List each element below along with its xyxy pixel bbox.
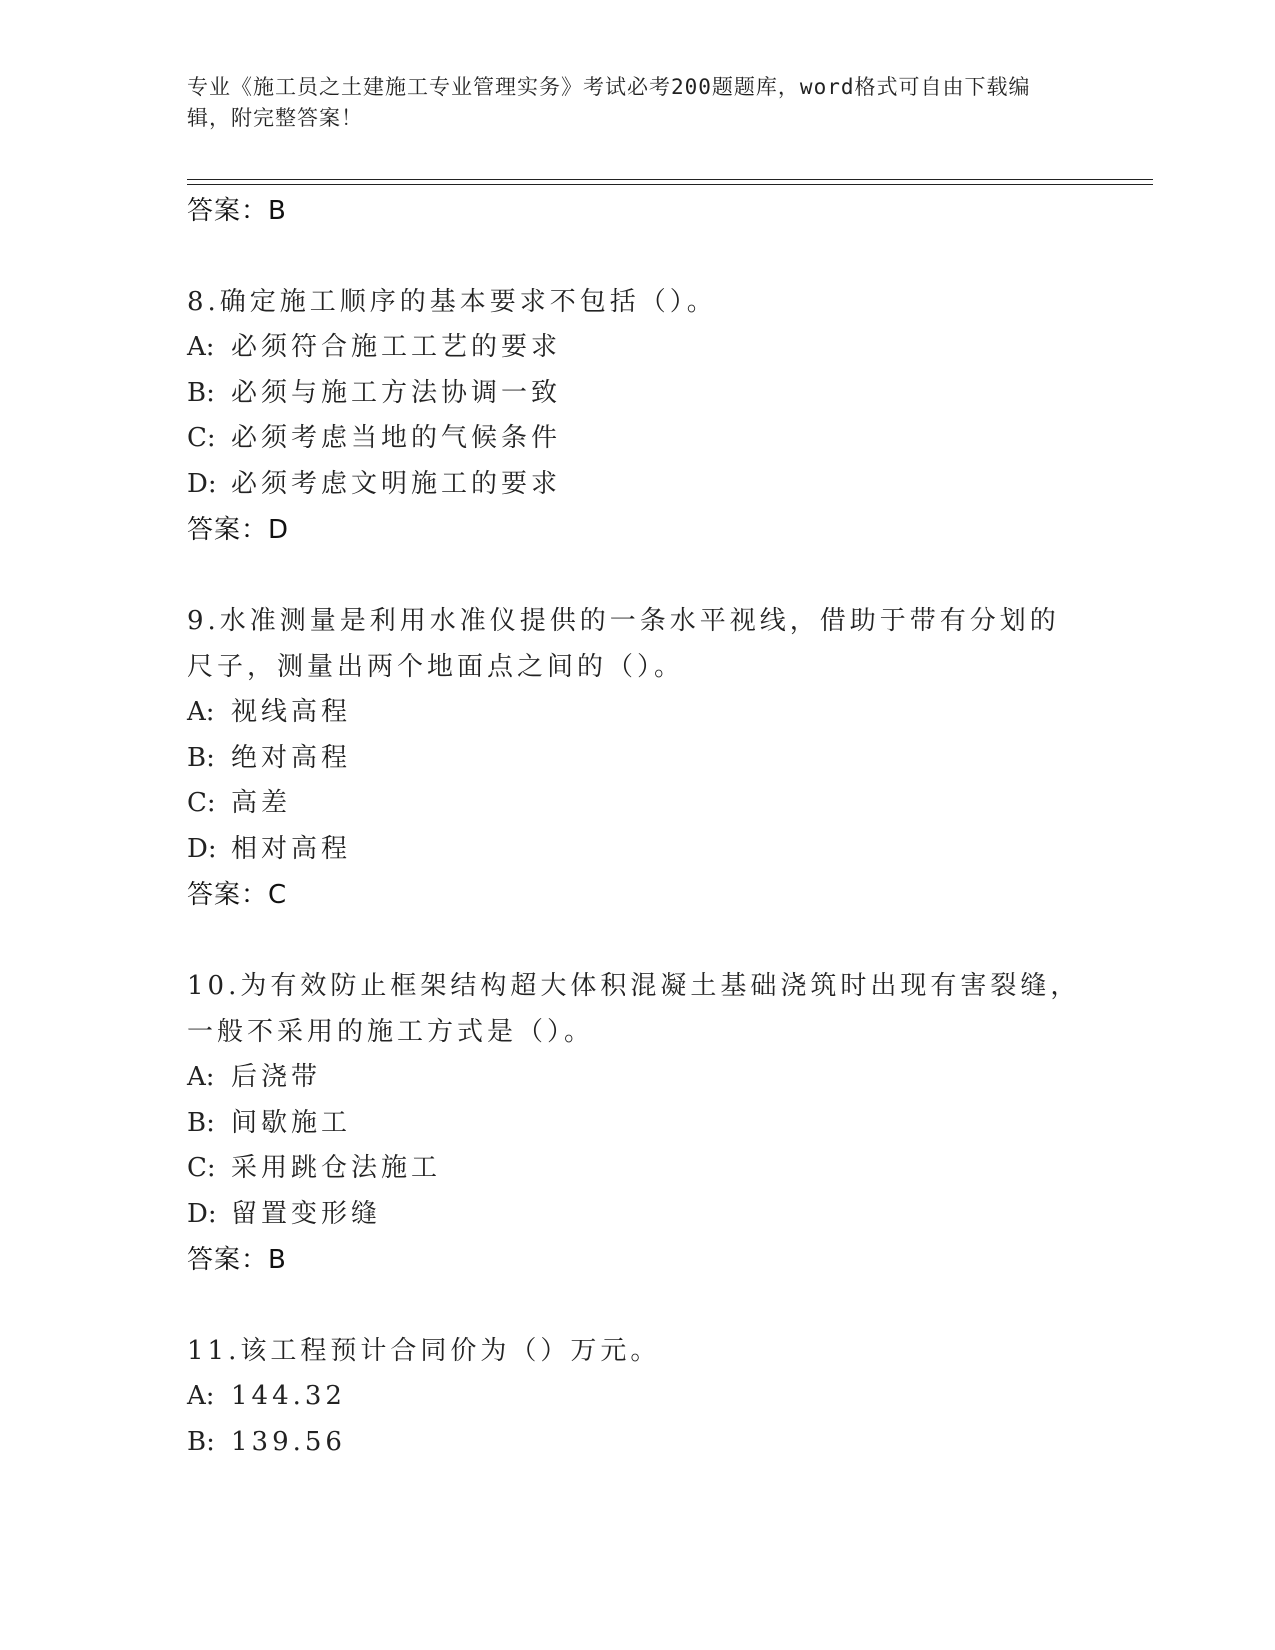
option-key: A:	[187, 1381, 215, 1411]
question-block	[187, 1328, 1087, 1465]
option-a	[187, 325, 1087, 371]
option-d	[187, 462, 1087, 508]
question-block	[187, 279, 1087, 553]
option-d	[187, 827, 1087, 873]
answer-line: 答案：D	[187, 515, 290, 545]
option-b	[187, 736, 1087, 782]
option-c	[187, 416, 1087, 462]
option-text: 144.32	[231, 1381, 346, 1411]
option-a	[187, 1055, 1087, 1101]
option-key: C:	[187, 423, 216, 453]
option-b	[187, 1101, 1087, 1147]
option-text: 后浇带	[231, 1062, 322, 1092]
question-block	[187, 963, 1087, 1283]
option-key: D:	[187, 833, 217, 864]
question-stem: 11.该工程预计合同价为（）万元。	[187, 1336, 661, 1366]
option-c	[187, 781, 1087, 827]
option-text: 高差	[231, 788, 292, 818]
option-text: 139.56	[231, 1426, 346, 1457]
option-key: B:	[187, 1107, 215, 1138]
option-key: B:	[187, 1426, 215, 1457]
question-list	[187, 188, 1087, 1465]
option-text: 绝对高程	[231, 742, 352, 773]
option-c	[187, 1146, 1087, 1192]
option-text: 采用跳仓法施工	[231, 1153, 442, 1183]
option-text: 必须考虑文明施工的要求	[231, 468, 562, 499]
option-text: 必须考虑当地的气候条件	[231, 423, 562, 453]
option-b	[187, 1420, 1087, 1466]
option-text: 间歇施工	[231, 1107, 352, 1138]
answer-line: 答案：C	[187, 880, 288, 910]
option-key: D:	[187, 468, 217, 499]
option-b	[187, 371, 1087, 417]
option-key: A:	[187, 697, 215, 727]
option-a	[187, 690, 1087, 736]
option-text: 必须符合施工工艺的要求	[231, 332, 562, 362]
answer-line: 答案：B	[187, 1245, 287, 1275]
option-key: A:	[187, 1062, 215, 1092]
question-stem: 8.确定施工顺序的基本要求不包括（）。	[187, 287, 717, 317]
option-key: B:	[187, 742, 215, 773]
option-a	[187, 1374, 1087, 1420]
option-key: D:	[187, 1198, 217, 1229]
header-divider-bottom	[187, 184, 1153, 185]
option-text: 留置变形缝	[231, 1198, 382, 1229]
document-header: 专业《施工员之土建施工专业管理实务》考试必考200题题库，word格式可自由下载编辑，附完整答案！	[187, 75, 1031, 130]
answer-line: 答案：B	[187, 196, 287, 226]
option-key: B:	[187, 377, 215, 408]
option-d	[187, 1192, 1087, 1238]
question-block	[187, 598, 1087, 918]
option-text: 视线高程	[231, 697, 352, 727]
option-text: 必须与施工方法协调一致	[231, 377, 562, 408]
option-text: 相对高程	[231, 833, 352, 864]
question-stem: 10.为有效防止框架结构超大体积混凝土基础浇筑时出现有害裂缝，一般不采用的施工方式是（）。	[187, 971, 1081, 1047]
option-key: C:	[187, 788, 216, 818]
option-key: C:	[187, 1153, 216, 1183]
option-key: A:	[187, 332, 215, 362]
header-divider-top	[187, 179, 1153, 180]
question-stem: 9.水准测量是利用水准仪提供的一条水平视线，借助于带有分划的尺子，测量出两个地面点之间的（）。	[187, 606, 1060, 682]
